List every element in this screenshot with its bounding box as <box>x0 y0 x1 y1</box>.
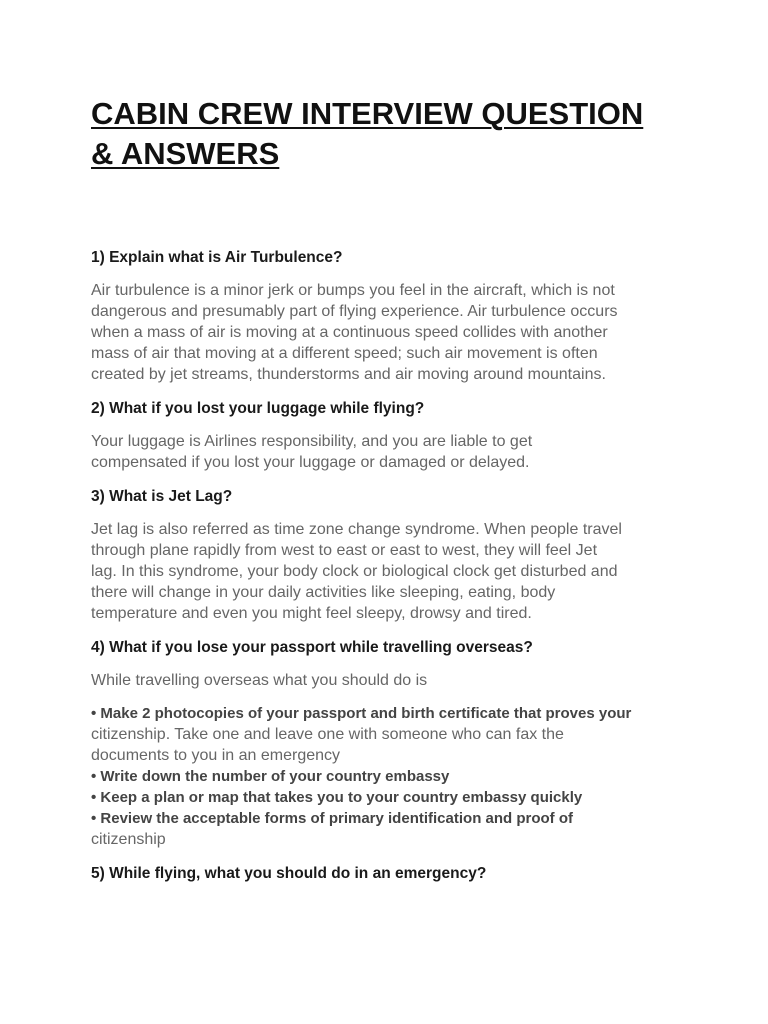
bullet-item: • Keep a plan or map that takes you to your country embassy quickly <box>91 789 583 806</box>
title-line-2: & ANSWERS <box>91 136 280 171</box>
answer-3-line: through plane rapidly from west to east or east to west, they will feel Jet <box>91 542 598 559</box>
bullet-item: • Review the acceptable forms of primary identification and proof of <box>91 810 573 827</box>
question-2: 2) What if you lost your luggage while flying? <box>91 400 425 417</box>
answer-1-line: created by jet streams, thunderstorms and air moving around mountains. <box>91 366 606 383</box>
document-title <box>91 94 691 174</box>
answer-1-line: mass of air that moving at a different speed; such air movement is often <box>91 345 598 362</box>
bullet-continuation: citizenship. Take one and leave one with someone who can fax the <box>91 726 564 743</box>
title-line-1: CABIN CREW INTERVIEW QUESTION <box>91 96 644 131</box>
answer-4-intro: While travelling overseas what you should do is <box>91 672 428 689</box>
answer-3-line: there will change in your daily activities like sleeping, eating, body <box>91 584 556 601</box>
question-3: 3) What is Jet Lag? <box>91 488 233 505</box>
question-1: 1) Explain what is Air Turbulence? <box>91 249 343 266</box>
answer-1-line: dangerous and presumably part of flying experience. Air turbulence occurs <box>91 303 618 320</box>
answer-2 <box>91 431 691 473</box>
answer-2-line: compensated if you lost your luggage or damaged or delayed. <box>91 454 530 471</box>
answer-1-line: Air turbulence is a minor jerk or bumps you feel in the aircraft, which is not <box>91 282 615 299</box>
document-body <box>91 248 691 884</box>
bullet-continuation: documents to you in an emergency <box>91 747 341 764</box>
answer-3-line: temperature and even you might feel sleepy, drowsy and tired. <box>91 605 532 622</box>
question-5: 5) While flying, what you should do in an emergency? <box>91 865 487 882</box>
bullet-item: • Make 2 photocopies of your passport and birth certificate that proves your <box>91 705 632 722</box>
bullet-continuation: citizenship <box>91 831 166 848</box>
answer-2-line: Your luggage is Airlines responsibility, and you are liable to get <box>91 433 533 450</box>
answer-3-line: lag. In this syndrome, your body clock or biological clock get disturbed and <box>91 563 618 580</box>
question-4: 4) What if you lose your passport while travelling overseas? <box>91 639 533 656</box>
answer-1 <box>91 280 691 385</box>
answer-1-line: when a mass of air is moving at a continuous speed collides with another <box>91 324 608 341</box>
answer-3-line: Jet lag is also referred as time zone change syndrome. When people travel <box>91 521 622 538</box>
bullet-item: • Write down the number of your country embassy <box>91 768 450 785</box>
answer-4-bullet-list <box>91 703 691 850</box>
answer-3 <box>91 519 691 624</box>
